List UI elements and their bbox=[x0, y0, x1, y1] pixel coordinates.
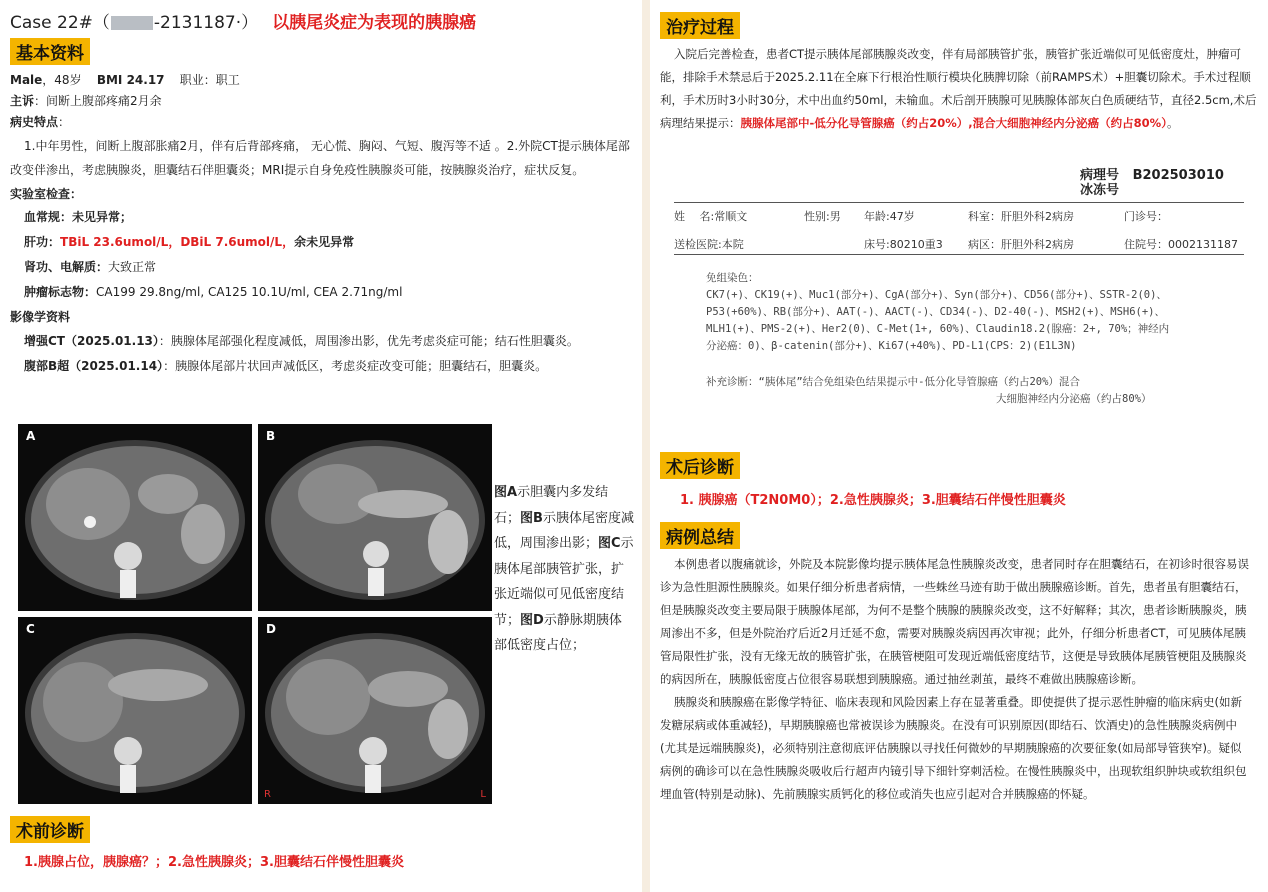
case-title: 以胰尾炎症为表现的胰腺癌 bbox=[272, 13, 477, 33]
report-numbers: 病理号 B202503010 冰冻号 bbox=[1080, 168, 1224, 198]
summary-section bbox=[660, 518, 1252, 806]
report-row-1: 姓 名:常顺文 性别:男 年龄:47岁 科室：肝胆外科2病房 门诊号： bbox=[674, 210, 1168, 223]
ct-image-b bbox=[258, 424, 492, 611]
history-text: 1.中年男性，间断上腹部胀痛2月，伴有后背部疼痛， 无心慌、胸闷、气短、腹泻等不适 。2.外院CT提示胰体尾部改变伴渗出，考虑胰腺炎，胆囊结石伴胆囊炎；MRI提示自身免疫性胰腺炎可能，按胰腺炎治疗，症状反复。 bbox=[10, 139, 630, 177]
figure-caption: 图A示胆囊内多发结石；图B示胰体尾密度减低，周围渗出影；图C示胰体尾部胰管扩张，扩张近端似可见低密度结节；图D示静脉期胰体部低密度占位； bbox=[494, 485, 634, 653]
lab-label: 实验室检查： bbox=[10, 187, 83, 201]
ct-scan-graphic bbox=[18, 424, 252, 611]
corner-label-l: L bbox=[480, 789, 486, 800]
postop-section bbox=[660, 448, 1066, 508]
section-heading-treatment: 治疗过程 bbox=[660, 12, 740, 39]
liver-function: 肝功：TBiL 23.6umol/L，DBiL 7.6umol/L，余未见异常 bbox=[24, 235, 355, 249]
section-heading-postop: 术后诊断 bbox=[660, 452, 740, 479]
ct-scan-graphic bbox=[258, 617, 492, 804]
case-id: Case 22#（ -2131187·） bbox=[10, 13, 259, 33]
ct-finding: 增强CT（2025.01.13）：胰腺体尾部强化程度减低，周围渗出影，优先考虑炎症可能；结石性胆囊炎。 bbox=[24, 334, 579, 348]
postop-diagnosis: 1. 胰腺癌（T2N0M0）；2.急性胰腺炎；3.胆囊结石伴慢性胆囊炎 bbox=[680, 493, 1066, 508]
ct-image-d bbox=[258, 617, 492, 804]
blood-routine: 血常规：未见异常； bbox=[24, 210, 133, 224]
ct-scan-graphic bbox=[18, 617, 252, 804]
ct-image-c bbox=[18, 617, 252, 804]
ct-image-grid bbox=[18, 424, 488, 804]
ultrasound-finding: 腹部B超（2025.01.14）：胰腺体尾部片状回声减低区，考虑炎症改变可能；胆囊结石，胆囊炎。 bbox=[24, 359, 548, 373]
treatment-text: 入院后完善检查，患者CT提示胰体尾部胰腺炎改变，伴有局部胰管扩张，胰管扩张近端似可见低密度灶，肿瘤可能，排除手术禁忌后于2025.2.11在全麻下行根治性顺行模块化胰脾切除（前RAMPS术）+胆囊切除术。手术过程顺利，手术历时3小时30分，术中出血约50ml，未输血。术后剖开胰腺可见胰腺体部灰白色质硬结节，直径2.5cm,术后病理结果提示：胰腺体尾部中-低分化导管腺癌（约占20%）,混合大细胞神经内分泌癌（约占80%）。 bbox=[660, 47, 1257, 130]
demographics: Male，48岁 BMI 24.17 职业：职工 bbox=[10, 73, 240, 87]
image-label-b: B bbox=[266, 429, 276, 443]
ct-scan-graphic bbox=[258, 424, 492, 611]
chief-complaint: 主诉：间断上腹部疼痛2月余 bbox=[10, 94, 162, 108]
preop-diagnosis: 1.胰腺占位，胰腺癌？；2.急性胰腺炎；3.胆囊结石伴慢性胆囊炎 bbox=[24, 855, 404, 870]
case-header bbox=[10, 8, 630, 34]
section-heading-basic: 基本资料 bbox=[10, 38, 90, 65]
summary-paragraph-2: 胰腺炎和胰腺癌在影像学特征、临床表现和风险因素上存在显著重叠。即使提供了提示恶性肿瘤的临床病史(如新发糖尿病或体重减轻)，早期胰腺癌也常被误诊为胰腺炎。在没有可识别原因(即结石、饮酒史)的急性胰腺炎病例中(尤其是远端胰腺炎)，必须特别注意彻底评估胰腺以寻找任何微妙的早期胰腺癌的次要征象(如局部导管狭窄)。疑似病例的确诊可以在急性胰腺炎吸收后行超声内镜引导下细针穿刺活检。在慢性胰腺炎中，出现软组织肿块或软组织包埋血管(特别是动脉)、先前胰腺实质钙化的移位或消失也应引起对合并胰腺癌的怀疑。 bbox=[660, 695, 1247, 801]
corner-label-r: R bbox=[264, 789, 271, 800]
summary-paragraph-1: 本例患者以腹痛就诊，外院及本院影像均提示胰体尾急性胰腺炎改变，患者同时存在胆囊结石，在初诊时很容易误诊为急性胆源性胰腺炎。如果仔细分析患者病情，一些蛛丝马迹有助于做出胰腺癌诊断。首先，患者虽有胆囊结石，但是胰腺炎改变主要局限于胰腺体尾部，为何不是整个胰腺的胰腺炎改变，这不好解释；其次，患者诊断胰腺炎，胰周渗出不多，但是外院治疗后近2月迁延不愈，需要对胰腺炎病因再次审视；此外，仔细分析患者CT，可见胰体尾胰管局限性扩张，没有无缘无故的胰管扩张，在胰管梗阻可发现近端低密度结节，这便是导致胰体尾胰管梗阻及胰腺炎的病因所在，胰腺低密度占位很容易联想到胰腺癌。通过抽丝剥茧，最终不难做出胰腺癌诊断。 bbox=[660, 557, 1249, 686]
report-row-2: 送检医院:本院 床号:80210重3 病区：肝胆外科2病房 住院号：0002131187 bbox=[674, 238, 1238, 251]
image-label-d: D bbox=[266, 622, 276, 636]
image-label-a: A bbox=[26, 429, 36, 443]
pathology-report bbox=[660, 162, 1250, 440]
section-heading-summary: 病例总结 bbox=[660, 522, 740, 549]
report-rule bbox=[674, 202, 1244, 203]
image-label-c: C bbox=[26, 622, 35, 636]
column-divider bbox=[642, 0, 650, 892]
ihc-results: 免组染色： CK7(+)、CK19(+)、Muc1(部分+)、CgA(部分+)、Syn(部分+)、CD56(部分+)、SSTR-2(0)、 P53(+60%)、RB(部分+)、AAT(-)、AACT(-)、CD34(-)、D2-40(-)、MSH2(+)、MSH6(+)、 MLH1(+)、PMS-2(+)、Her2(0)、C-Met(1+, 60%)、Claudin18.2(腺癌：2+, 70%；神经内 分泌癌：0)、β-catenin(部分+)、Ki67(+40%)、PD-L1(CPS：2)(E1L3N) bbox=[706, 272, 1170, 352]
report-rule bbox=[674, 254, 1244, 255]
supplementary-diagnosis: 补充诊断：“胰体尾”结合免组染色结果提示中-低分化导管腺癌（约占20%）混合 大细胞神经内分泌癌（约占80%） bbox=[706, 376, 1152, 405]
history-label: 病史特点： bbox=[10, 115, 71, 129]
ct-image-a bbox=[18, 424, 252, 611]
tumor-markers: 肿瘤标志物：CA199 29.8ng/ml, CA125 10.1U/ml, CEA 2.71ng/ml bbox=[24, 285, 403, 299]
preop-section bbox=[10, 812, 404, 870]
imaging-label: 影像学资料 bbox=[10, 310, 71, 324]
section-heading-preop: 术前诊断 bbox=[10, 816, 90, 843]
redacted-block bbox=[111, 16, 153, 30]
kidney-function: 肾功、电解质：大致正常 bbox=[24, 260, 157, 274]
